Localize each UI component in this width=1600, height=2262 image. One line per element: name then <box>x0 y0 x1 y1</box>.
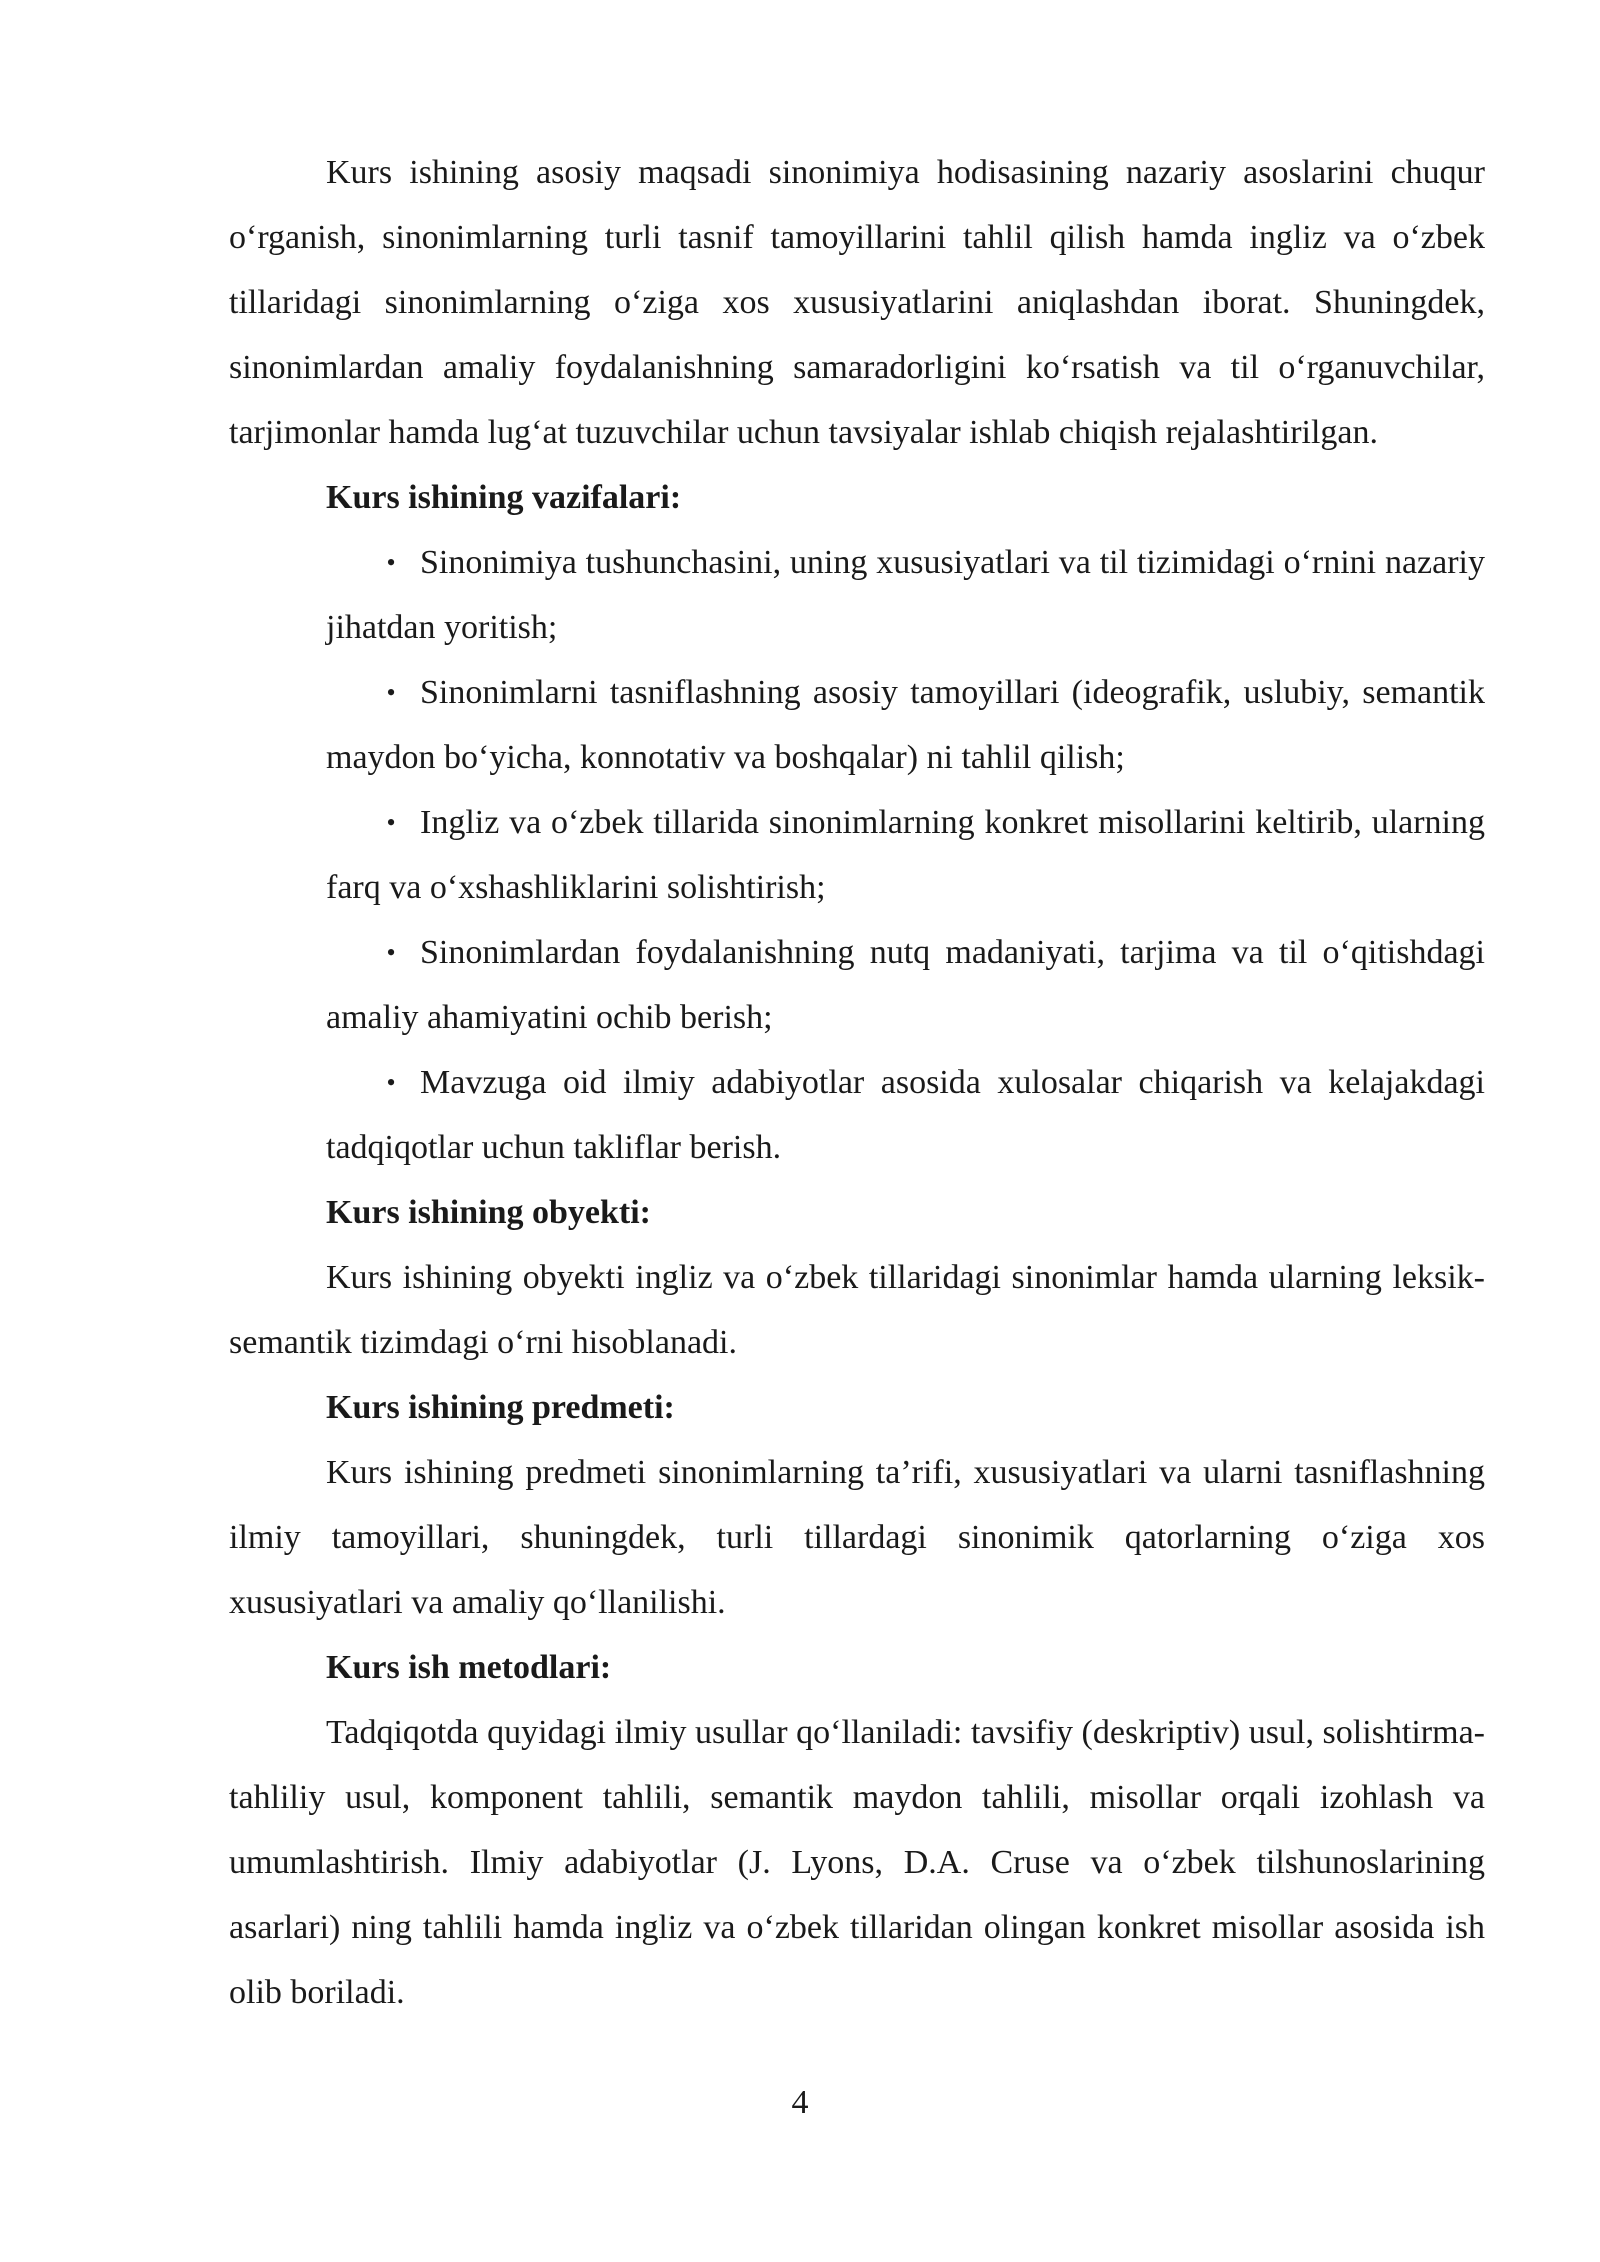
object-paragraph: Kurs ishining obyekti ingliz va o‘zbek tillaridagi sinonimlar hamda ularning leksik-semantik tizimdagi o‘rni hisoblanadi. <box>229 1259 1485 1361</box>
subject-heading: Kurs ishining predmeti: <box>326 1389 675 1426</box>
bullet-icon: • <box>386 678 396 707</box>
list-item <box>326 790 1485 920</box>
list-item-text: Sinonimlarni tasniflashning asosiy tamoyillari (ideografik, uslubiy, semantik maydon bo‘yicha, konnotativ va boshqalar) ni tahlil qilish; <box>326 674 1485 776</box>
list-item <box>326 920 1485 1050</box>
bullet-icon: • <box>386 548 396 577</box>
document-page <box>229 140 1485 2025</box>
object-heading: Kurs ishining obyekti: <box>326 1194 651 1231</box>
list-item-text: Sinonimiya tushunchasini, uning xususiyatlari va til tizimidagi o‘rnini nazariy jihatdan yoritish; <box>326 544 1485 646</box>
tasks-list <box>229 530 1485 1180</box>
goal-paragraph: Kurs ishining asosiy maqsadi sinonimiya hodisasining nazariy asoslarini chuqur o‘rganish, sinonimlarning turli tasnif tamoyillarini tahlil qilish hamda ingliz va o‘zbek tillaridagi sinonimlarning o‘ziga xos xususiyatlarini aniqlashdan iborat. Shuningdek, sinonimlardan amaliy foydalanishning samaradorligini ko‘rsatish va til o‘rganuvchilar, tarjimonlar hamda lug‘at tuzuvchilar uchun tavsiyalar ishlab chiqish rejalashtirilgan. <box>229 154 1485 451</box>
list-item <box>326 1050 1485 1180</box>
methods-paragraph: Tadqiqotda quyidagi ilmiy usullar qo‘llaniladi: tavsifiy (deskriptiv) usul, solishtirma-tahliliy usul, komponent tahlili, semantik maydon tahlili, misollar orqali izohlash va umumlashtirish. Ilmiy adabiyotlar (J. Lyons, D.A. Cruse va o‘zbek tilshunoslarining asarlari) ning tahlili hamda ingliz va o‘zbek tillaridan olingan konkret misollar asosida ish olib boriladi. <box>229 1714 1485 2011</box>
bullet-icon: • <box>386 938 396 967</box>
list-item-text: Mavzuga oid ilmiy adabiyotlar asosida xulosalar chiqarish va kelajakdagi tadqiqotlar uchun takliflar berish. <box>326 1064 1485 1166</box>
list-item-text: Sinonimlardan foydalanishning nutq madaniyati, tarjima va til o‘qitishdagi amaliy ahamiyatini ochib berish; <box>326 934 1485 1036</box>
subject-paragraph: Kurs ishining predmeti sinonimlarning ta’rifi, xususiyatlari va ularni tasniflashning ilmiy tamoyillari, shuningdek, turli tillardagi sinonimik qatorlarning o‘ziga xos xususiyatlari va amaliy qo‘llanilishi. <box>229 1454 1485 1621</box>
list-item <box>326 660 1485 790</box>
list-item <box>326 530 1485 660</box>
list-item-text: Ingliz va o‘zbek tillarida sinonimlarning konkret misollarini keltirib, ularning farq va o‘xshashliklarini solishtirish; <box>326 804 1485 906</box>
bullet-icon: • <box>386 1068 396 1097</box>
tasks-heading: Kurs ishining vazifalari: <box>326 479 682 516</box>
page-number: 4 <box>791 2084 809 2121</box>
methods-heading: Kurs ish metodlari: <box>326 1649 612 1686</box>
bullet-icon: • <box>386 808 396 837</box>
